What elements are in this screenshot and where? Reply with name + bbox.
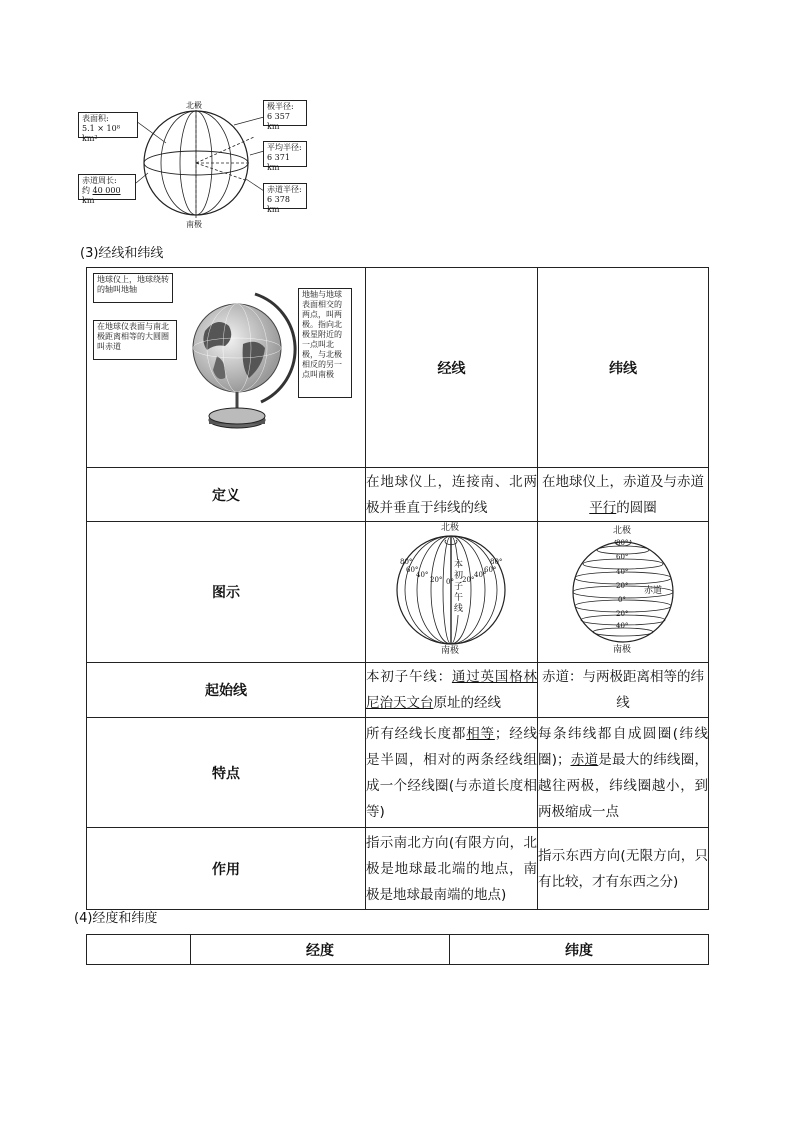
definition-parallel-text-1: 在地球仪上，赤道及与赤道 <box>542 473 704 490</box>
meridian-diagram <box>366 522 536 658</box>
features-meridian-text-2: ；经线是半圆，相对的两条经线组成一个经线圈(与赤道长度相等) <box>366 725 538 820</box>
table-header-row <box>87 268 709 468</box>
features-parallel-underlined: 赤道 <box>570 751 599 768</box>
callout-equator: 在地球仪表面与南北极距离相等的大圆圈叫赤道 <box>93 320 177 360</box>
table-row-start-line <box>87 663 709 718</box>
meridian-parallel-table <box>86 267 709 910</box>
features-parallel <box>538 718 709 828</box>
longitude-latitude-table <box>86 934 709 965</box>
row-label-features: 特点 <box>87 718 366 828</box>
meridian-degree-40e: 40° <box>474 571 487 579</box>
definition-meridian: 在地球仪上，连接南、北两极并垂直于纬线的线 <box>366 468 538 522</box>
polar-radius-label: 极半径: <box>267 102 294 111</box>
globe-figure-cell <box>87 268 366 468</box>
km-unit: km <box>82 196 95 205</box>
meridian-degree-60e: 60° <box>484 566 497 574</box>
mean-radius-label: 平均半径: <box>267 143 302 152</box>
start-line-parallel: 赤道：与两极距离相等的纬线 <box>538 663 709 718</box>
parallel-degree-80n: 80° <box>616 539 629 547</box>
features-parallel-text-1: 每条纬线都自成圆圈(纬线圈)； <box>538 725 708 768</box>
row-label-function: 作用 <box>87 828 366 910</box>
parallel-equator-label: 赤道 <box>644 586 663 596</box>
section-4-heading: (4)经度和纬度 <box>74 911 158 926</box>
features-parallel-text-2: 是最大的纬线圈，越往两极，纬线圈越小，到两极缩成一点 <box>538 751 708 820</box>
approx-prefix: 约 <box>82 186 93 195</box>
north-pole-label: 北极 <box>186 101 202 110</box>
features-meridian-text-1: 所有经线长度都 <box>366 725 467 742</box>
function-parallel: 指示东西方向(无限方向，只有比较，才有东西之分) <box>538 828 709 910</box>
parallel-degree-20s: 20° <box>616 610 629 618</box>
parallel-degree-60n: 60° <box>616 553 629 561</box>
table-row-function <box>87 828 709 910</box>
equator-circumference-value: 40 000 <box>92 186 121 195</box>
mean-radius-box <box>263 141 307 172</box>
row-label-start-line: 起始线 <box>87 663 366 718</box>
meridian-degree-80w: 80° <box>400 558 413 566</box>
table4-header-row <box>87 935 709 965</box>
meridian-degree-40w: 40° <box>416 571 429 579</box>
surface-area-label: 表面积: <box>82 114 109 123</box>
equatorial-radius-label: 赤道半径: <box>267 185 302 194</box>
equatorial-radius-box <box>263 183 307 214</box>
column-header-parallel: 纬线 <box>538 268 709 468</box>
parallel-degree-0: 0° <box>618 596 626 604</box>
definition-parallel <box>538 468 709 522</box>
table4-empty-cell <box>87 935 191 965</box>
parallel-north-label: 北极 <box>613 526 632 536</box>
meridian-north-label: 北极 <box>441 523 460 533</box>
table-row-definition <box>87 468 709 522</box>
start-line-meridian-text-1: 本初子午线： <box>366 669 452 685</box>
south-pole-label: 南极 <box>186 220 202 229</box>
surface-area-value: 5.1 × 10⁸ km² <box>82 124 120 143</box>
definition-parallel-underlined: 平行 <box>589 499 617 516</box>
polar-radius-value: 6 357 km <box>267 112 290 131</box>
column-header-latitude: 纬度 <box>450 935 709 965</box>
surface-area-box <box>78 112 138 143</box>
meridian-degree-80e: 80° <box>490 558 503 566</box>
meridian-degree-60w: 60° <box>406 566 419 574</box>
meridian-south-label: 南极 <box>441 646 460 656</box>
parallel-degree-40n: 40° <box>616 568 629 576</box>
start-line-meridian-underlined: 通过英国格林尼治天文台 <box>366 669 538 711</box>
callout-axis: 地球仪上，地球绕转的轴叫地轴 <box>93 273 173 303</box>
prime-meridian-label: 本初子午线 <box>454 560 464 614</box>
meridian-degree-20e: 20° <box>462 576 475 584</box>
parallel-south-label: 南极 <box>613 645 632 655</box>
table-row-diagram <box>87 522 709 663</box>
table-row-features <box>87 718 709 828</box>
equator-circumference-label: 赤道周长: <box>82 176 117 185</box>
meridian-degree-0: 0° <box>446 578 454 586</box>
column-header-longitude: 经度 <box>191 935 450 965</box>
parallel-degree-40s: 40° <box>616 622 629 630</box>
start-line-meridian <box>366 663 538 718</box>
section-3-heading: (3)经线和纬线 <box>80 246 164 261</box>
function-meridian: 指示南北方向(有限方向，北极是地球最北端的地点，南极是地球最南端的地点) <box>366 828 538 910</box>
equatorial-radius-value: 6 378 km <box>267 195 290 214</box>
parallel-degree-20n: 20° <box>616 582 629 590</box>
polar-radius-box <box>263 100 307 131</box>
mean-radius-value: 6 371 km <box>267 153 290 172</box>
callout-poles: 地轴与地球表面相交的两点，叫两极。指向北极星附近的一点叫北极，与北极相反的另一点叫南极 <box>298 288 352 398</box>
column-header-meridian: 经线 <box>366 268 538 468</box>
globe-drawing <box>177 286 297 436</box>
meridian-degree-20w: 20° <box>430 576 443 584</box>
meridian-diagram-cell <box>366 522 538 663</box>
start-line-meridian-text-2: 原址的经线 <box>433 695 501 711</box>
features-meridian <box>366 718 538 828</box>
parallel-diagram-cell <box>538 522 709 663</box>
features-meridian-underlined: 相等 <box>466 725 495 742</box>
equator-circumference-box <box>78 174 136 205</box>
row-label-definition: 定义 <box>87 468 366 522</box>
definition-parallel-text-2: 的圆圈 <box>616 499 657 516</box>
row-label-diagram: 图示 <box>87 522 366 663</box>
